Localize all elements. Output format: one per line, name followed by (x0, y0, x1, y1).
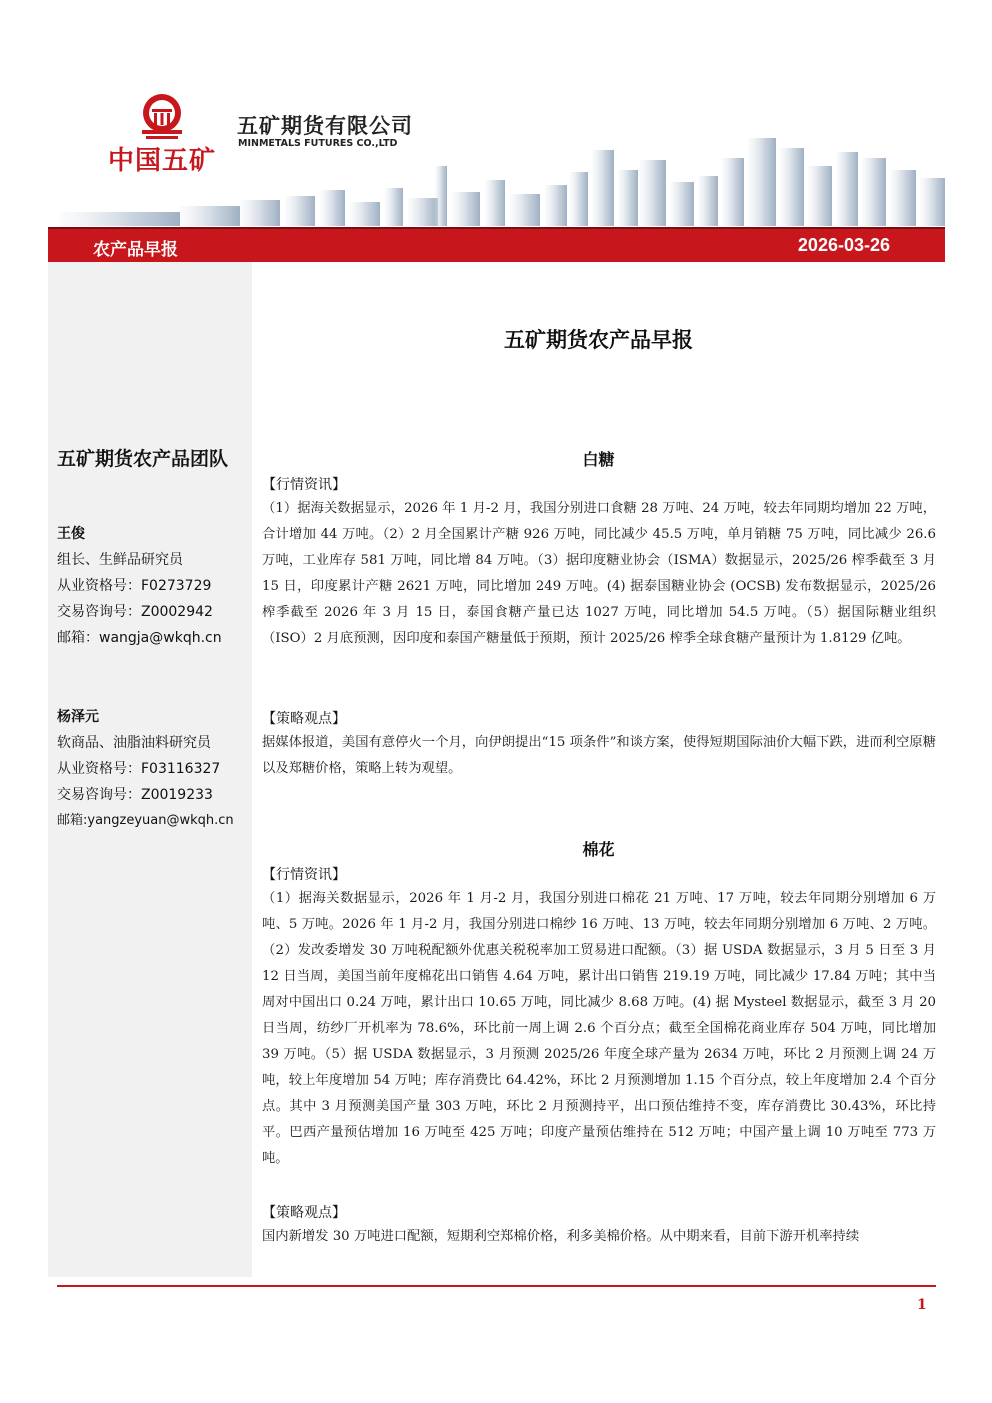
section-title-sugar: 白糖 (582, 450, 615, 469)
sugar-market-info: （1）据海关数据显示，2026 年 1 月-2 月，我国分别进口食糖 28 万吨、24 万吨，较去年同期均增加 22 万吨，合计增加 44 万吨。（2）2 月全国累计产糖 926 万吨，同比减少 45.5 万吨，单月销糖 75 万吨，同比减少 26.6 万吨，工业库存 581 万吨，同比增 84 万吨。（3）据印度糖业协会（ISMA）数据显示，2025/26 榨季截至 3 月 15 日，印度累计产糖 2621 万吨，同比增加 249 万吨。(4) 据泰国糖业协会 (OCSB) 发布数据显示，2025/26 榨季截至 2026 年 3 月 15 日，泰国食糖产量已达 1027 万吨，同比增加 54.5 万吨。（5）据国际糖业组织（ISO）2 月底预测，因印度和泰国产糖量低于预期，预计 2025/26 榨季全球食糖产量预计为 1.8129 亿吨。 (262, 501, 936, 646)
cotton-market-info: （1）据海关数据显示，2026 年 1 月-2 月，我国分别进口棉花 21 万吨、17 万吨，较去年同期分别增加 6 万吨、5 万吨。2026 年 1 月-2 月，我国分别进口棉纱 16 万吨、13 万吨，较去年同期分别增加 6 万吨、2 万吨。（2）发改委增发 30 万吨税配额外优惠关税税率加工贸易进口配额。（3）据 USDA 数据显示，3 月 5 日至 3 月 12 日当周，美国当前年度棉花出口销售 4.64 万吨，累计出口销售 219.19 万吨，同比减少 17.84 万吨；其中当周对中国出口 0.24 万吨，累计出口 10.65 万吨，同比减少 8.68 万吨。(4) 据 Mysteel 数据显示，截至 3 月 20 日当周，纺纱厂开机率为 78.6%，环比前一周上调 2.6 个百分点；截至全国棉花商业库存 504 万吨，同比增加 39 万吨。（5）据 USDA 数据显示，3 月预测 2025/26 年度全球产量为 2634 万吨，环比 2 月预测上调 24 万吨，较上年度增加 54 万吨；库存消费比 64.42%，环比 2 月预测增加 1.15 个百分点，较上年度增加 2.4 个百分点。其中 3 月预测美国产量 303 万吨，环比 2 月预测持平，出口预估维持不变，库存消费比 30.43%，环比持平。巴西产量预估增加 16 万吨至 425 万吨；印度产量预估维持在 512 万吨；中国产量上调 10 万吨至 773 万吨。 (262, 891, 936, 1166)
document-title: 五矿期货农产品早报 (504, 328, 693, 352)
market-info-label: 【行情资讯】 (262, 867, 346, 883)
brand-logo-text: 中国五矿 (108, 146, 217, 176)
member-consult-number: 交易咨询号：Z0002942 (57, 604, 213, 620)
team-title: 五矿期货农产品团队 (57, 448, 229, 470)
member-name: 杨泽元 (57, 709, 99, 725)
market-info-label: 【行情资讯】 (262, 477, 346, 493)
footer-divider (57, 1285, 936, 1287)
member-qualification: 从业资格号：F0273729 (57, 578, 212, 594)
team-member (57, 704, 234, 834)
member-email: 邮箱：wangja@wkqh.cn (57, 630, 222, 646)
member-name: 王俊 (57, 526, 85, 542)
report-category: 农产品早报 (93, 240, 178, 260)
member-qualification: 从业资格号：F03116327 (57, 761, 221, 777)
team-member (57, 521, 222, 651)
header-banner (48, 227, 945, 262)
company-name-cn: 五矿期货有限公司 (237, 114, 413, 138)
strategy-label: 【策略观点】 (262, 1205, 346, 1221)
member-email: 邮箱:yangzeyuan@wkqh.cn (57, 813, 234, 828)
member-consult-number: 交易咨询号：Z0019233 (57, 787, 213, 803)
cotton-strategy: 国内新增发 30 万吨进口配额，短期利空郑棉价格，利多美棉价格。从中期来看，目前下游开机率持续 (262, 1229, 860, 1244)
report-date: 2026-03-26 (797, 235, 890, 255)
page-number: 1 (917, 1297, 927, 1313)
strategy-label: 【策略观点】 (262, 711, 346, 727)
sugar-strategy: 据媒体报道，美国有意停火一个月，向伊朗提出“15 项条件”和谈方案，使得短期国际油价大幅下跌，进而利空原糖以及郑糖价格，策略上转为观望。 (262, 735, 936, 776)
company-name-en: MINMETALS FUTURES CO.,LTD (238, 138, 398, 149)
city-skyline-image (60, 130, 945, 226)
member-role: 组长、生鲜品研究员 (57, 552, 183, 568)
section-title-cotton: 棉花 (582, 840, 615, 859)
member-role: 软商品、油脂油料研究员 (57, 735, 211, 751)
